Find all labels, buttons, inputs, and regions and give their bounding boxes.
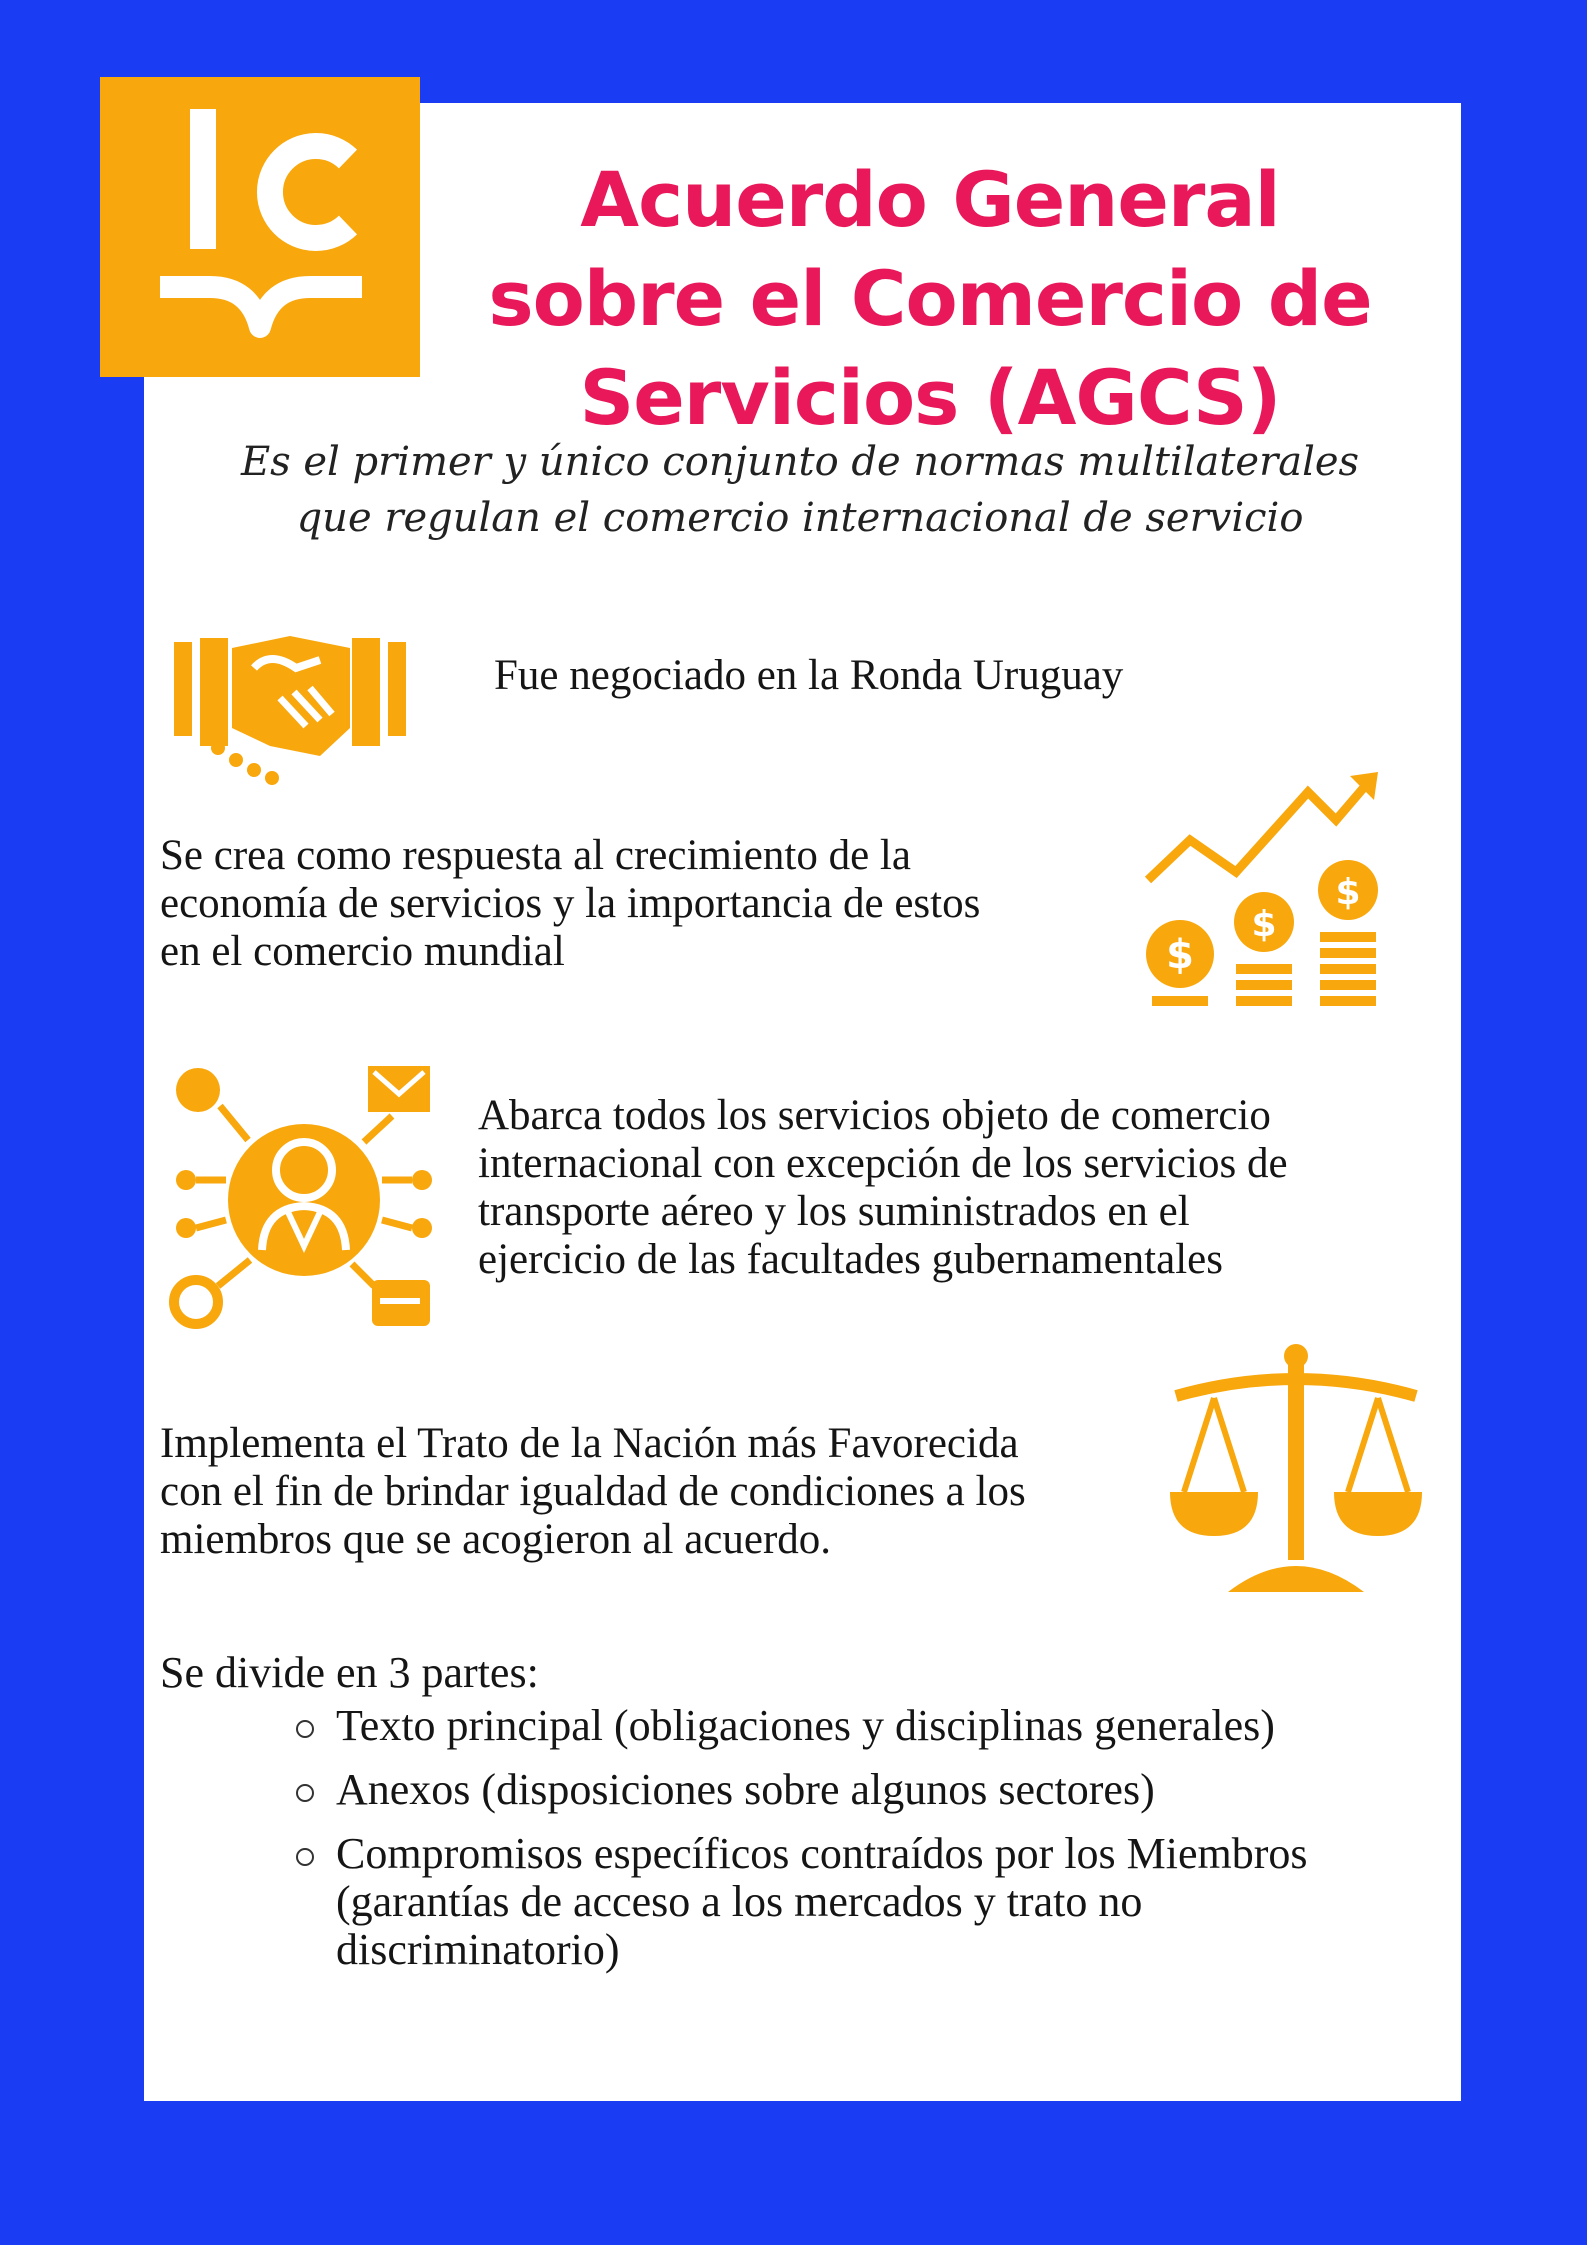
section-line: con el fin de brindar igualdad de condiciones a los (160, 1468, 1026, 1515)
growth-coins-icon (1140, 768, 1386, 1021)
title-line: Servicios (AGCS) (579, 353, 1281, 442)
section-line: Fue negociado en la Ronda Uruguay (494, 652, 1124, 699)
section-text (160, 832, 980, 976)
section-line: Se crea como respuesta al crecimiento de la (160, 832, 911, 879)
list-item (290, 1830, 1430, 1974)
section-line: Implementa el Trato de la Nación más Favorecida (160, 1420, 1019, 1467)
title-line: sobre el Comercio de (488, 254, 1372, 343)
list-item-text: Texto principal (obligaciones y disciplinas generales) (336, 1701, 1275, 1750)
subtitle-line: que regulan el comercio internacional de servicio (296, 495, 1304, 541)
scales-icon (1170, 1340, 1422, 1601)
list-item-text: Anexos (disposiciones sobre algunos sectores) (336, 1765, 1155, 1814)
handshake-icon (170, 628, 410, 793)
parts-title: Se divide en 3 partes: (160, 1648, 539, 1697)
section-line: economía de servicios y la importancia de estos (160, 880, 981, 927)
network-person-icon (168, 1060, 440, 1341)
section-line: miembros que se acogieron al acuerdo. (160, 1516, 832, 1563)
page-title (430, 150, 1430, 447)
circle-bullet-icon (296, 1720, 314, 1738)
section-text (160, 1420, 1026, 1564)
section-line: transporte aéreo y los suministrados en el (478, 1188, 1190, 1235)
section-line: internacional con excepción de los servicios de (478, 1140, 1288, 1187)
circle-bullet-icon (296, 1784, 314, 1802)
subtitle (140, 434, 1460, 546)
subtitle-line: Es el primer y único conjunto de normas multilaterales (240, 439, 1360, 485)
lc-logo (100, 77, 420, 377)
svg-text:$: $ (1335, 872, 1361, 913)
section-line: en el comercio mundial (160, 928, 565, 975)
book-logo-icon (100, 77, 420, 377)
list-item-text: Compromisos específicos contraídos por los Miembros (garantías de acceso a los mercados y trato no discriminatorio) (336, 1829, 1308, 1974)
svg-text:$: $ (1166, 932, 1194, 978)
list-item (290, 1702, 1430, 1750)
section-text (494, 652, 1123, 700)
title-line: Acuerdo General (580, 155, 1280, 244)
svg-text:$: $ (1251, 904, 1277, 945)
list-item (290, 1766, 1430, 1814)
parts-list (290, 1702, 1430, 1990)
section-line: ejercicio de las facultades gubernamentales (478, 1236, 1223, 1283)
section-text (478, 1092, 1288, 1284)
section-line: Abarca todos los servicios objeto de comercio (478, 1092, 1271, 1139)
circle-bullet-icon (296, 1848, 314, 1866)
